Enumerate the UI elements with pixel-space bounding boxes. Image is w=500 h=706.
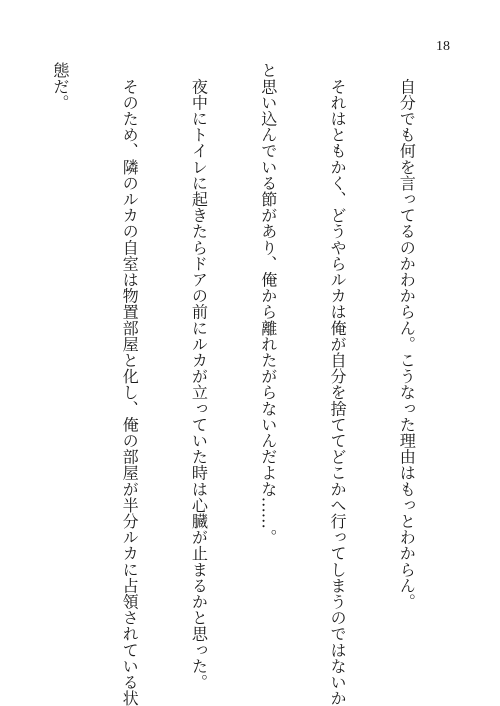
text-line: 自分でも何を言ってるのかわからん。こうなった理由はもっとわからん。: [396, 62, 416, 610]
page-number: 18: [436, 39, 450, 54]
text-line: そのため、隣のルカの自室は物置部屋と化し、俺の部屋が半分ルカに占領されている状: [119, 62, 139, 706]
text-line: 態だ。: [50, 62, 70, 111]
text-line: [0, 62, 2, 682]
text-line: それはともかく、どうやらルカは俺が自分を捨ててどこかへ行ってしまうのではないか: [327, 62, 347, 706]
text-line: と思い込んでいる節があり、俺から離れたがらないんだよな……。: [258, 62, 278, 545]
text-line: 夜中にトイレに起きたらドアの前にルカが立っていた時は心臓が止まるかと思った。: [188, 62, 208, 690]
vertical-body-text: [0, 62, 464, 706]
